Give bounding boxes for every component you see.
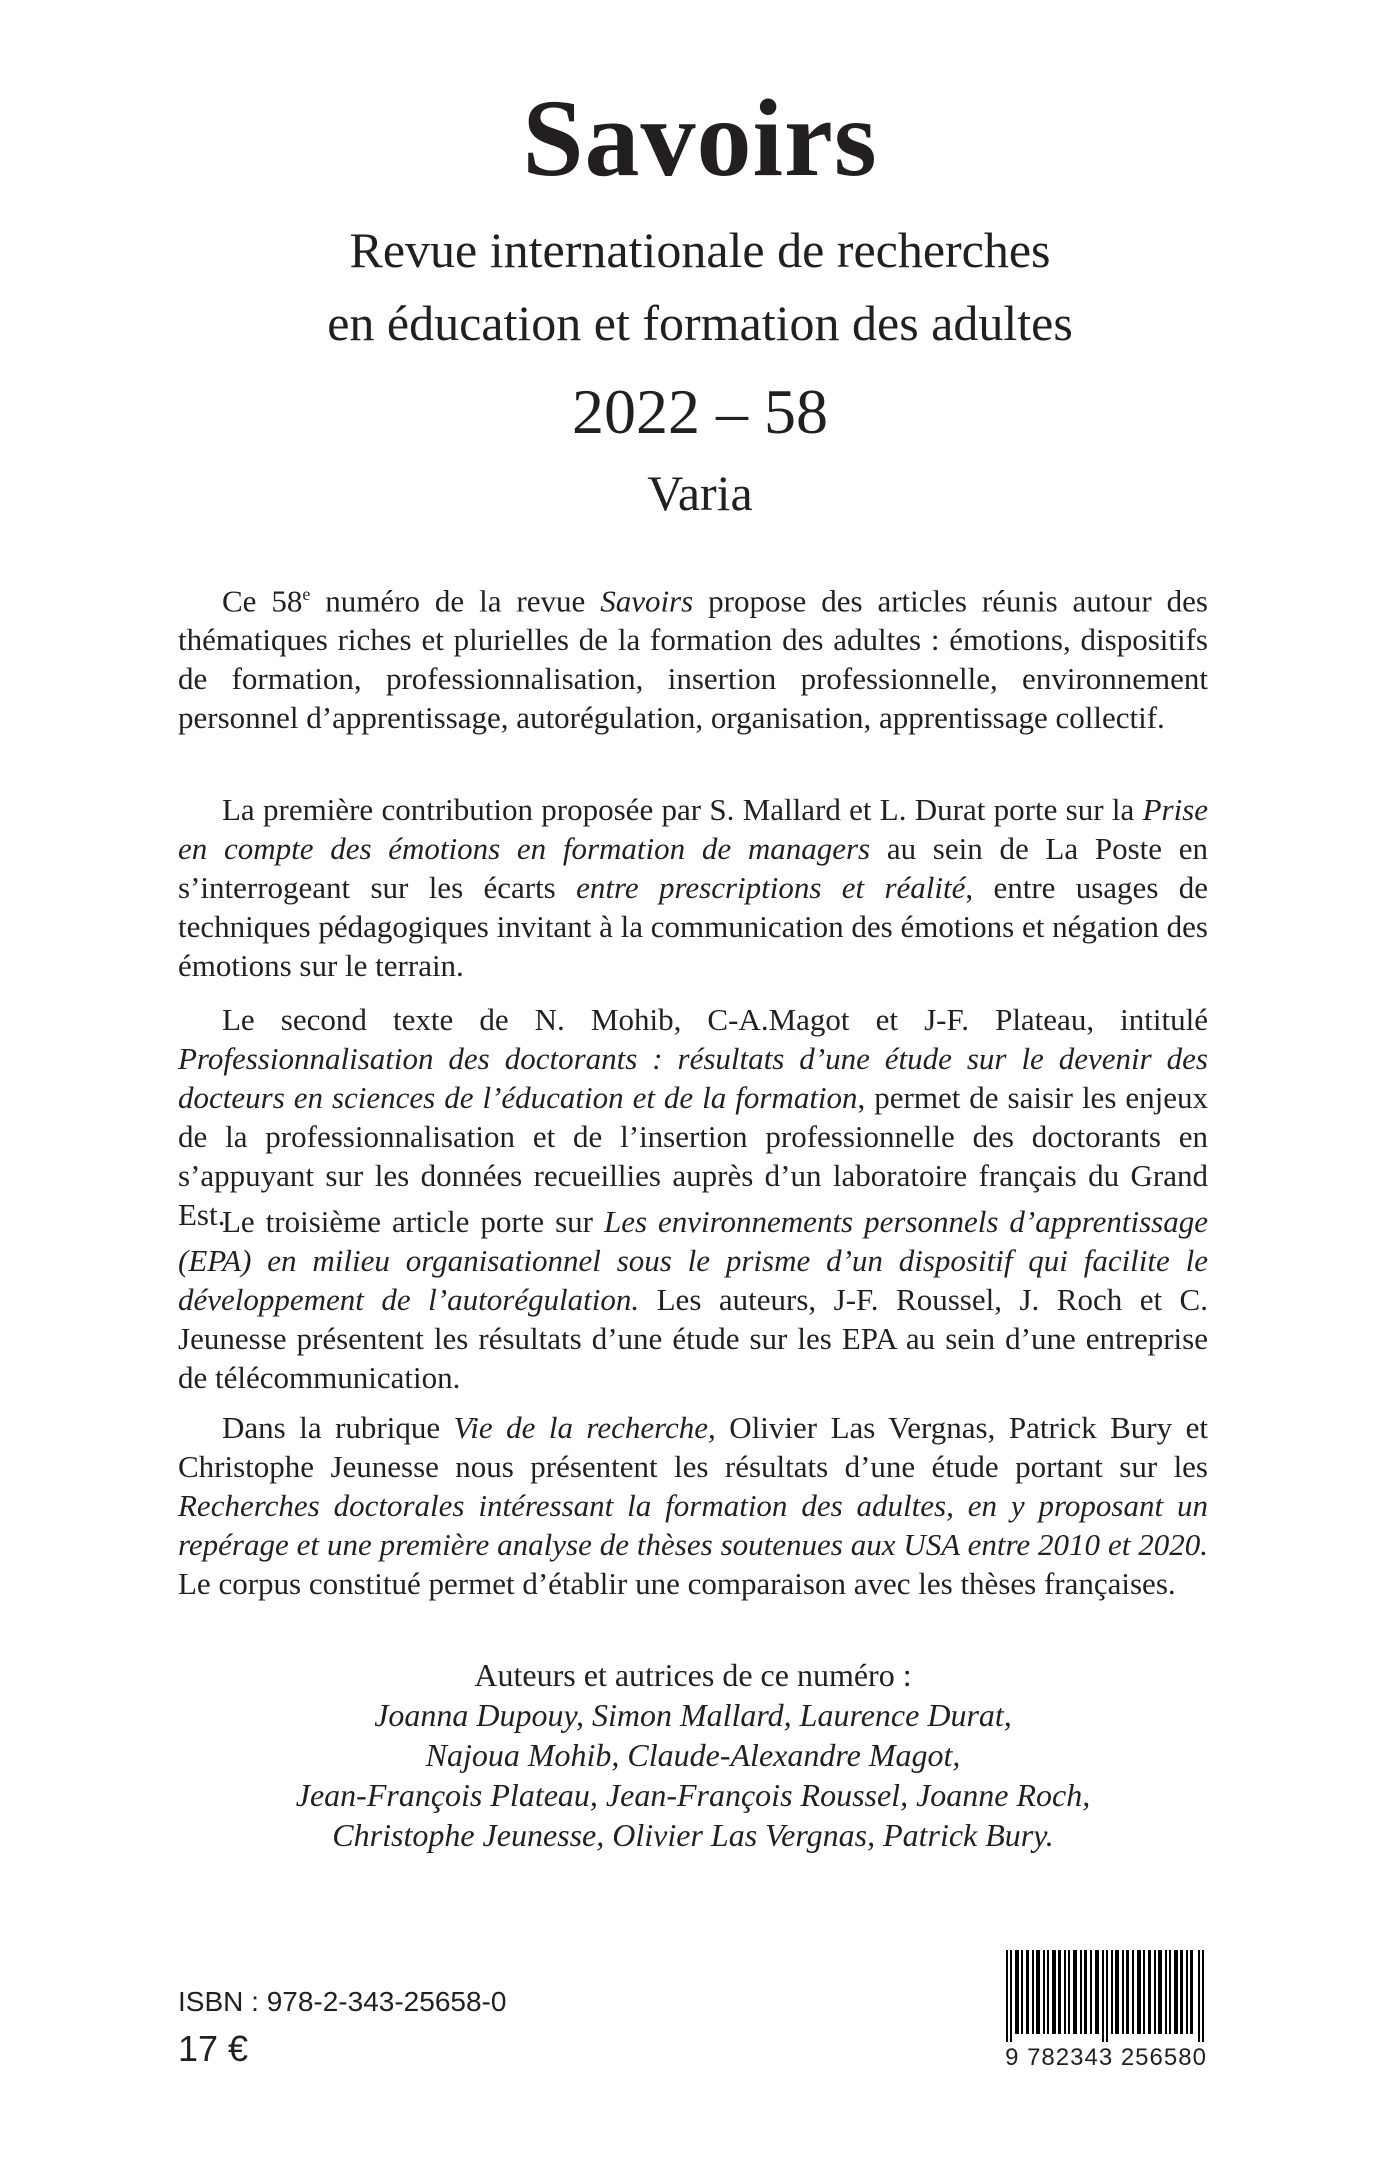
barcode [990, 1940, 1222, 2085]
authors-block [178, 1655, 1208, 1855]
journal-title: Savoirs [522, 77, 878, 199]
authors-line: Joanna Dupouy, Simon Mallard, Laurence Durat, [374, 1697, 1012, 1733]
authors-heading: Auteurs et autrices de ce numéro : [474, 1657, 912, 1693]
barcode-bars [1002, 1950, 1210, 2042]
authors-line: Christophe Jeunesse, Olivier Las Vergnas, Patrick Bury. [332, 1817, 1054, 1853]
authors-line: Najoua Mohib, Claude-Alexandre Magot, [425, 1737, 961, 1773]
issue-number: 2022 – 58 [572, 376, 828, 447]
paragraph-third-contribution: Le troisième article porte sur Les environnements personnels d’apprentissage (EPA) en milieu organisationnel sous le prisme d’un dispositif qui facilite le développement de l’autorégulation. Les auteurs, J-F. Roussel, J. Roch et C. Jeunesse présentent les résultats d’une étude sur les EPA au sein d’une entreprise de télécommunication. [178, 1204, 1209, 1395]
isbn: ISBN : 978-2-343-25658-0 [178, 1986, 507, 2017]
issue-section: Varia [647, 465, 753, 521]
authors-line: Jean-François Plateau, Jean-François Roussel, Joanne Roch, [295, 1777, 1091, 1813]
paragraph-first-contribution: La première contribution proposée par S. Mallard et L. Durat porte sur la Prise en compte des émotions en formation de managers au sein de La Poste en s’interrogeant sur les écarts entre prescriptions et réalité, entre usages de techniques pédagogiques invitant à la communication des émotions et négation des émotions sur le terrain. [178, 792, 1208, 983]
price: 17 € [178, 2028, 249, 2069]
paragraph-second-contribution: Le second texte de N. Mohib, C-A.Magot et J-F. Plateau, intitulé Professionnalisation des doctorants : résultats d’une étude sur le devenir des docteurs en sciences de l’éducation et de la formation, permet de saisir les enjeux de la professionnalisation et de l’insertion professionnelle des doctorants en s’appuyant sur les données recueillies auprès d’un laboratoire français du Grand Est. [178, 1002, 1208, 1232]
journal-subtitle-line1: Revue internationale de recherches [349, 222, 1051, 278]
journal-subtitle-line2: en éducation et formation des adultes [327, 295, 1073, 351]
barcode-digits: 9 782343 256580 [1005, 2044, 1207, 2071]
paragraph-intro: Ce 58e numéro de la revue Savoirs propose des articles réunis autour des thématiques riches et plurielles de la formation des adultes : émotions, dispositifs de formation, professionnalisation, insertion professionnelle, environnement personnel d’apprentissage, autorégulation, organisation, apprentissage collectif. [178, 583, 1209, 736]
paragraph-research-section: Dans la rubrique Vie de la recherche, Olivier Las Vergnas, Patrick Bury et Christophe Jeunesse nous présentent les résultats d’une étude portant sur les Recherches doctorales intéressant la formation des adultes, en y proposant un repérage et une première analyse de thèses soutenues aux USA entre 2010 et 2020. Le corpus constitué permet d’établir une comparaison avec les thèses françaises. [178, 1410, 1208, 1601]
